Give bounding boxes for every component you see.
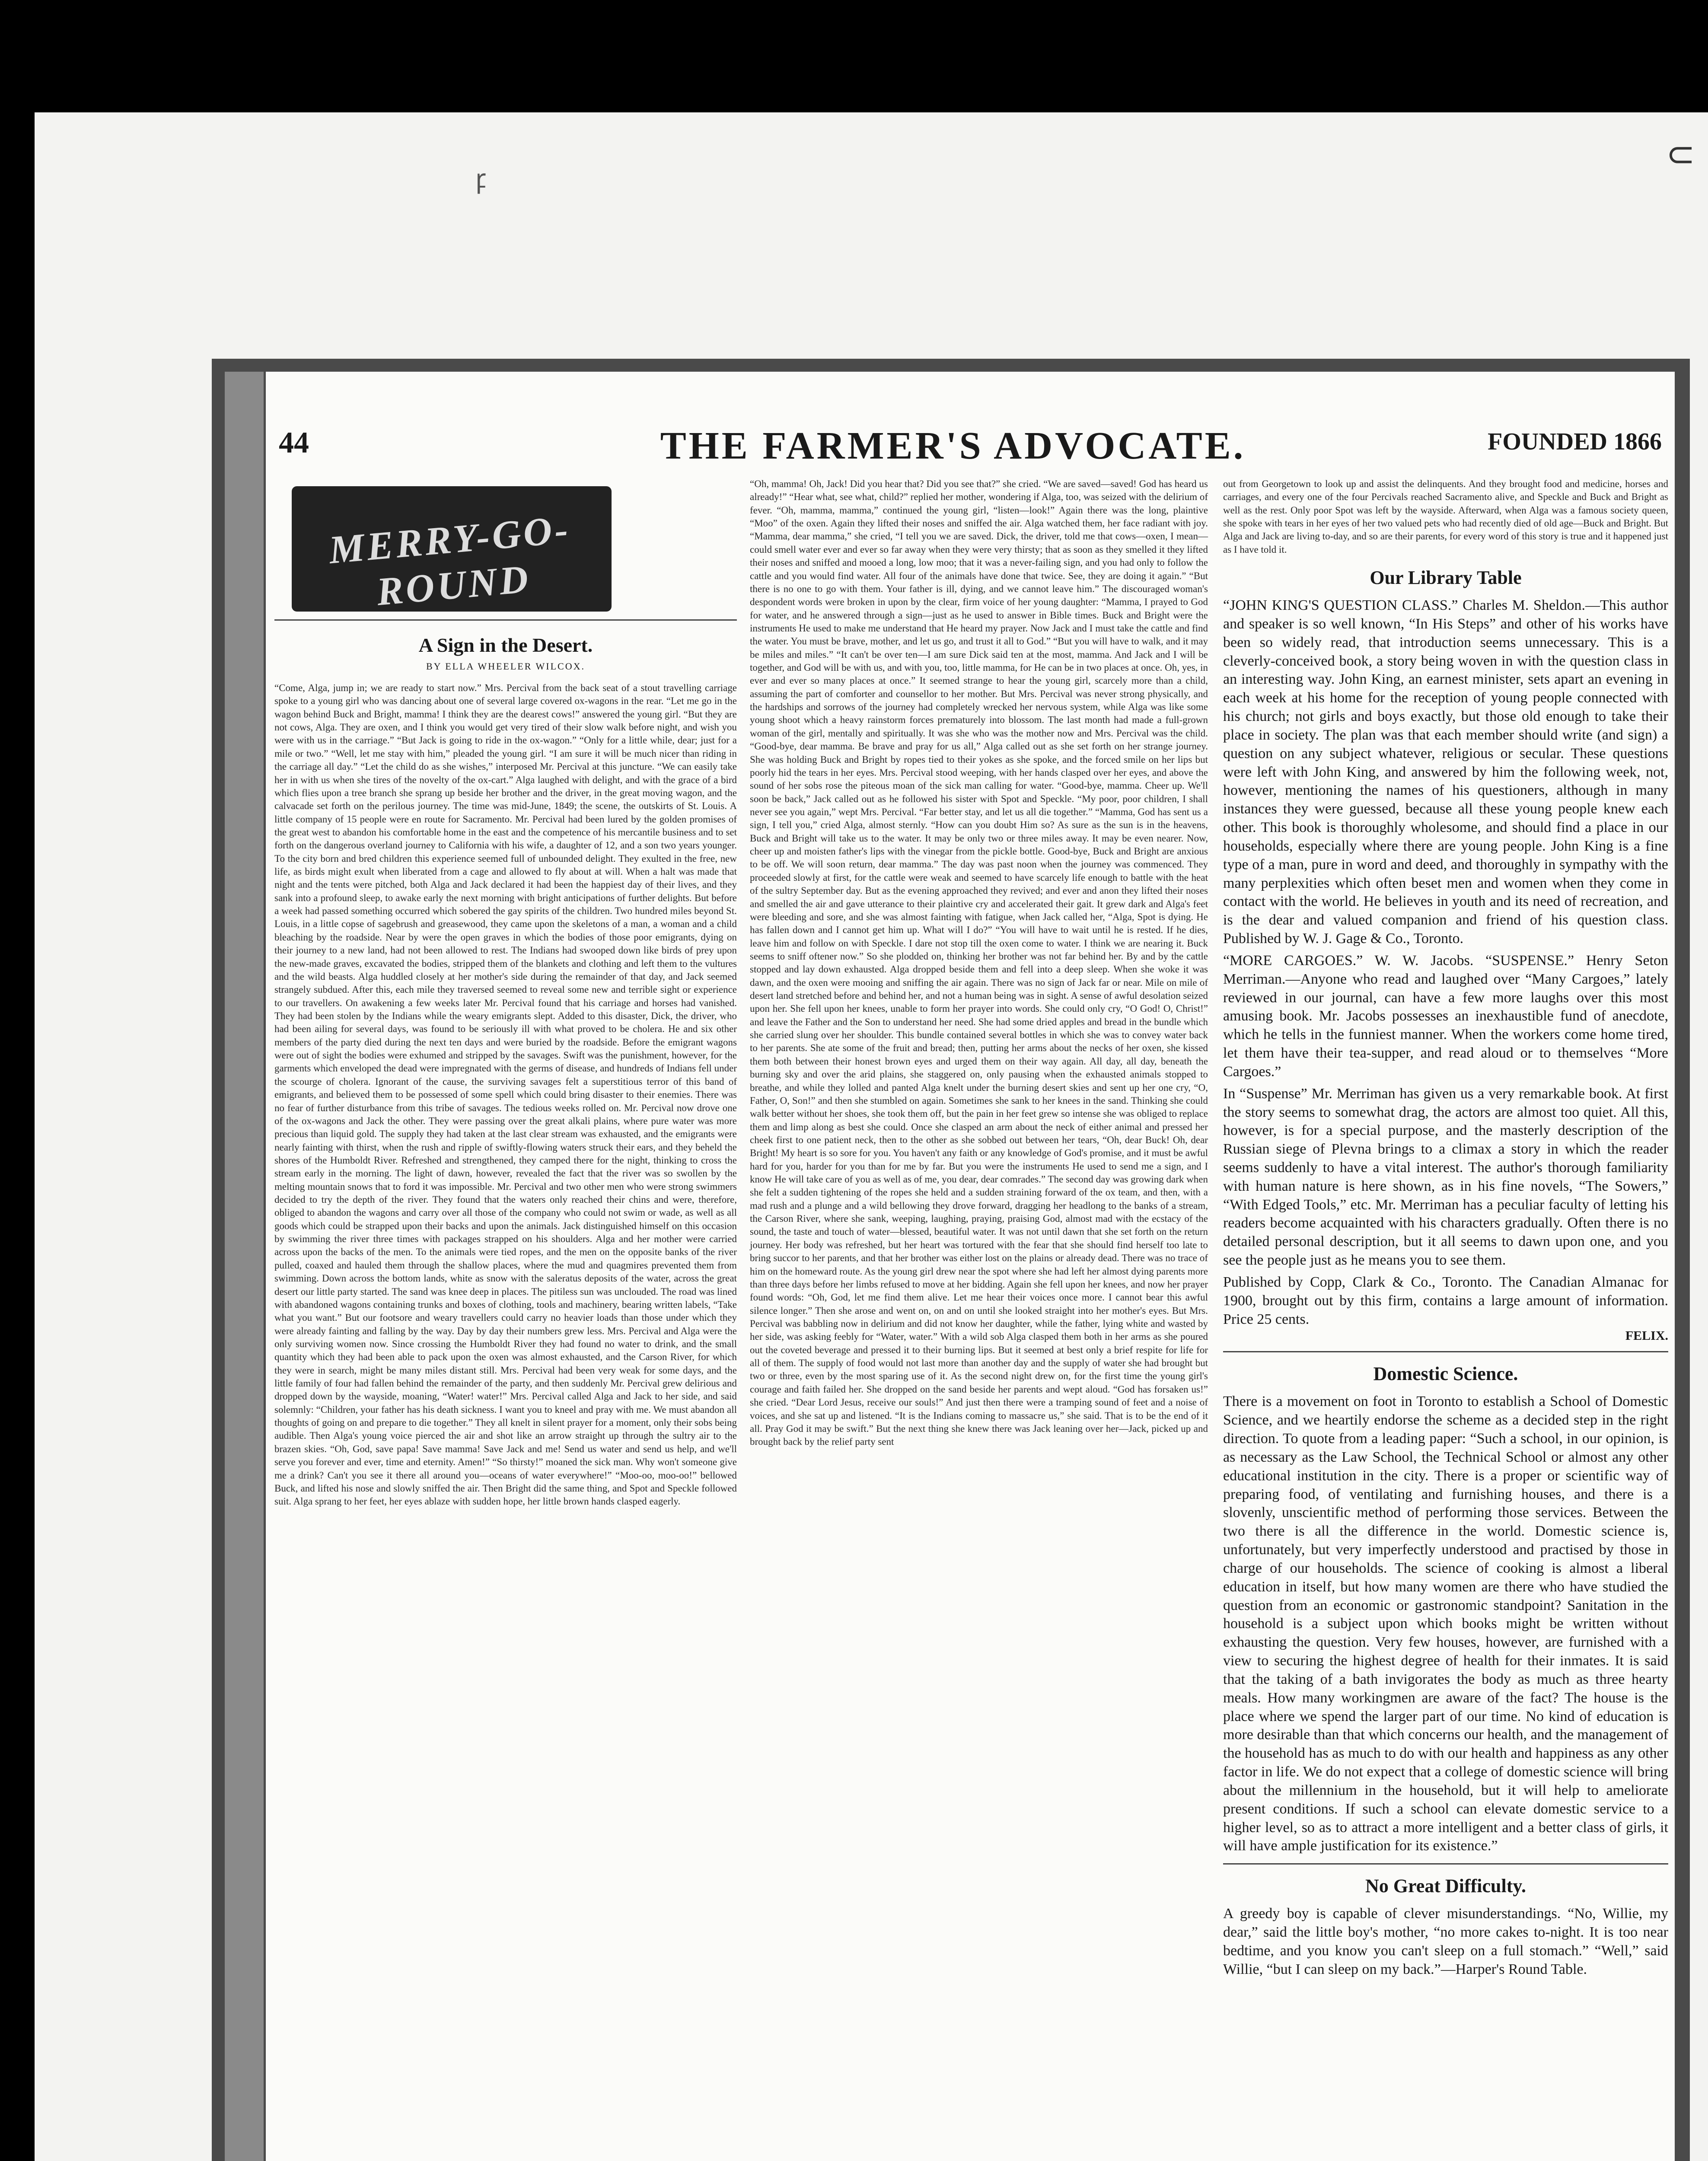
no-great-text: A greedy boy is capable of clever misunderstandings. “No, Willie, my dear,” said the little boy's mother, “no more cakes to-night. It is too near bedtime, and you know you can't sleep on a full stomach.” “Well,” said Willie, “but I can sleep on my back.”—Harper's Round Table. [1223,1906,1668,1977]
scan-mark: ꝼ [475,165,486,193]
story-text-col3: out from Georgetown to look up and assist the delinquents. And they brought food and medicine, horses and carriages, and every one of the four Percivals reached Sacramento alive, and Speckle and Buck and Bright as well as the rest. Only poor Spot was left by the wayside. Afterward, when Alga was a famous society queen, she spoke with tears in her eyes of her two valued pets who had recently died of old age—Buck and Bright. But Alga and Jack are living to-day, and so are their parents, for every word of this story is true and it happened just as I have told it. [1223,478,1668,555]
story-title: A Sign in the Desert. [418,634,593,656]
column-2 [750,478,1208,1449]
logo-lettering: MERRY-GO-ROUND [327,507,572,614]
library-signature: FELIX. [1625,1329,1668,1343]
divider [1223,1863,1668,1865]
column-1 [274,478,737,1508]
story-text-col2: “Oh, mamma! Oh, Jack! Did you hear that? Did you see that?” she cried. “We are saved—saved! God has heard us already!” “Hear what, see what, child?” replied her mother, wondering if Alga, too, was seized with the delirium of fever. “Oh, mamma, mamma,” continued the young girl, “listen—look!” Again there was the long, plaintive “Moo” of the oxen. Again they lifted their noses and sniffed the air. Alga watched them, her face radiant with joy. “Mamma, dear mamma,” she cried, “I tell you we are saved. Dick, the driver, told me that cows—oxen, I mean—could smell water ever and ever so far away when they were very thirsty; that as soon as they smelled it they lifted their noses and sniffed and mooed a long, low moo; that it was a never-failing sign, and you had only to follow the cattle and you would find water. All four of the animals have done that twice. See, they are doing it again.” “But there is no one to go with them. Your father is ill, dying, and we cannot leave him.” The discouraged woman's despondent words were broken in upon by the clear, firm voice of her young daughter: “Mamma, I prayed to God for water, and he answered through a sign—just as he used to answer in Bible times. Buck and Bright were the instruments He used to make me understand that He heard my prayer. Now Jack and I must take the cattle and find the water. You must be brave, mother, and let us go, and trust it all to God.” “But you will have to walk, and it may be miles and miles.” “It can't be over ten—I am sure Dick said ten at the most, mamma. And Jack and I will be together, and God will be with us, and with you, too, little mamma, for He can be in two places at once. Oh, yes, in ever and ever so many places at once.” It seemed strange to hear the young girl, scarcely more than a child, assuming the part of comforter and counsellor to her mother. But Mrs. Percival was never strong physically, and the hardships and sorrows of the journey had completely wrecked her nervous system, while Alga was like some young shoot which a heavy rainstorm forces prematurely into blossom. The last month had made a full-grown woman of the girl, mentally and spiritually. It was she who was the mother now and Mrs. Percival was the child. “Good-bye, dear mamma. Be brave and pray for us all,” Alga called out as she set forth on her strange journey. She was holding Buck and Bright by ropes tied to their yokes as she spoke, and the forced smile on her lips but poorly hid the tears in her eyes. Mrs. Percival stood weeping, with her hands clasped over her eyes, and above the sound of her sobs rose the piteous moan of the sick man calling for water. “Good-bye, mamma. Cheer up. We'll soon be back,” Jack called out as he followed his sister with Spot and Speckle. “My poor, poor children, I shall never see you again,” wept Mrs. Percival. “Far better stay, and let us all die together.” “Mamma, God has sent us a sign, I tell you,” cried Alga, almost sternly. “How can you doubt Him so? As sure as the sun is in the heavens, Buck and Bright will take us to the water. It may be only two or three miles away. It may be even nearer. Now, cheer up and moisten father's lips with the vinegar from the pickle bottle. Good-bye, Buck and Bright are anxious to be off. We will soon return, dear mamma.” The day was past noon when the journey was commenced. They proceeded slowly at first, for the cattle were weak and seemed to have scarcely life enough to battle with the heat of the sultry September day. But as the evening approached they revived; and ever and anon they lifted their noses and smelled the air and gave utterance to their plaintive cry and accelerated their gait. It grew dark and Alga's feet were bleeding and sore, and she was almost fainting with fatigue, when Jack called her, “Alga, Spot is dying. He has fallen down and I cannot get him up. What will I do?” “You will have to wait until he is rested. If he dies, leave him and follow on with Speckle. I dare not stop till the oxen come to water. I think we are nearing it. Buck seems to sniff oftener now.” So she plodded on, thinking her brother was not far behind her. By and by the cattle stopped and lay down exhausted. Alga dropped beside them and fell into a deep sleep. When she woke it was dawn, and the oxen were mooing and sniffing the air again. There was no sign of Jack far or near. Mile on mile of desert land stretched before and behind her, and not a human being was in sight. A sense of awful desolation seized upon her. She fell upon her knees, unable to form her prayer into words. She could only cry, “O God! O, Christ!” and leave the Father and the Son to understand her need. She had some dried apples and bread in the bundle which she carried slung over her shoulder. This bundle contained several bottles in which she was to convey water back to her parents. She ate some of the fruit and bread; then, putting her arms about the necks of her oxen, she kissed them both between their honest brown eyes and urged them on their way again. All day, all day, beneath the burning sky and over the arid plains, she staggered on, only pausing when the exhausted animals stopped to breathe, and while they lolled and panted Alga knelt under the burning desert skies and sent up her one cry, “O, Father, O, Son!” and then she stumbled on again. Sometimes she sank to her knees in the sand. Thinking she could walk better without her shoes, she took them off, but the pain in her feet grew so intense she was obliged to replace them and limp along as best she could. Once she clasped an arm about the neck of either animal and pressed her cheek first to one patient neck, then to the other as she sobbed out between her tears, “Oh, dear Buck! Oh, dear Bright! My heart is so sore for you. You haven't any faith or any knowledge of God's promise, and it must be awful hard for you, harder for you than for me by far. But you were the instruments He used to send me a sign, and I know He will take care of you as well as of me, you dear, dear comrades.” The second day was growing dark when she felt a sudden tightening of the ropes she held and a sudden straining forward of the ox team, and then, with a mad rush and a plunge and a wild bellowing they drove forward, dragging her headlong to the banks of a stream, the Carson River, where she sank, weeping, laughing, praying, praising God, almost mad with the ecstacy of the sound, the taste and touch of water—blessed, beautiful water. It was not until dawn that she set forth on the return journey. Her body was refreshed, but her heart was tortured with the fear that she should find herself too late to bring succor to her parents, and that her brother was either lost on the plains or already dead. There was no trace of him on the homeward route. As the young girl drew near the spot where she had left her almost dying parents more than three days before her limbs refused to move at her bidding. Again she fell upon her knees, and now her prayer found words: “Oh, God, let me find them alive. Let me hear their voices once more. I cannot bear this awful silence longer.” Then she arose and went on, on and on until she looked straight into her mother's eyes. But Mrs. Percival was babbling now in delirium and did not know her daughter, while the father, lying white and wasted by her side, was asking feebly for “Water, water.” With a wild sob Alga clasped them both in her arms as she poured out the coveted beverage and pressed it to their burning lips. But it seemed at best only a brief respite for life for all of them. The supply of food would not last more than another day and the supply of water she had brought but two or three, even by the most sparing use of it. As the second night drew on, for the first time the young girl's courage and faith failed her. She dropped on the sand beside her parents and wept aloud. “God has forsaken us!” she cried. “Dear Lord Jesus, receive our souls!” And just then there were a tramping sound of feet and a noise of voices, and she sat up and listened. “It is the Indians coming to massacre us,” she said. That is to be the end of it all. Pray God it may be swift.” But the next thing she knew there was Jack leaning over her—Jack, picked up and brought back by the relief party sent [750,478,1208,1447]
scan-border-top [0,0,1708,112]
story-text-col1: “Come, Alga, jump in; we are ready to start now.” Mrs. Percival from the back seat of a stout travelling carriage spoke to a young girl who was dancing about one of several large covered ox-wagons in the rear. “Let me go in the wagon behind Buck and Bright, mamma! I think they are the dearest cows!” answered the young girl. “But they are not cows, Alga. They are oxen, and I think you would get very tired of their slow walk before night, and wish you were with us in the carriage.” “But Jack is going to ride in the ox-wagon.” “Only for a little while, dear; just for a mile or two.” “Well, let me stay with him,” pleaded the young girl. “I am sure it will be much nicer than riding in the carriage all day.” “Let the child do as she wishes,” interposed Mr. Percival at this juncture. “We can easily take her in with us when she tires of the novelty of the ox-cart.” Alga laughed with delight, and with the grace of a bird which flies upon a tree branch she sprang up beside her brother and the driver, in the great moving wagon, and the calvacade set forth on the perilous journey. The time was mid-June, 1849; the scene, the outskirts of St. Louis. A little company of 15 people were en route for Sacramento. Mr. Percival had been lured by the golden promises of the great west to abandon his comfortable home in the east and the competence of his mercantile business and to set forth on the dangerous overland journey to California with his wife, a daughter of 12, and a son two years younger. To the city born and bred children this experience seemed full of unbounded delight. They exulted in the free, new life, as birds might exult when liberated from a cage and allowed to fly about at will. When a halt was made that night and the tents were pitched, both Alga and Jack declared it had been the happiest day of their lives, and they sank into a profound sleep, to awake early the next morning with bright anticipations of further delights. But before a week had passed something occurred which sobered the gay spirits of the children. Two hundred miles beyond St. Louis, in a little copse of sagebrush and greasewood, they came upon the skeletons of a man, a woman and a child bleaching by the roadside. Near by were the open graves in which the bodies of those poor emigrants, dying on their journey to a new land, had not been allowed to rest. The Indians had swooped down like birds of prey upon the new-made graves, excavated the bodies, stripped them of the blankets and clothing and left them to the vultures and the wild beasts. Alga huddled closely at her mother's side during the remainder of that day, and Jack seemed strangely subdued. After this, each mile they traversed seemed to reveal some new and terrible sight or experience to our travellers. On awakening a few weeks later Mr. Percival found that his carriage and horses had vanished. They had been stolen by the Indians while the weary emigrants slept. Added to this disaster, Dick, the driver, who had been ailing for several days, was found to be seriously ill with what proved to be cholera. He and six other members of the party died during the next ten days and were buried by the roadside. Before the emigrant wagons were out of sight the bodies were exhumed and stripped by the savages. Swift was the punishment, however, for the garments which enveloped the dead were impregnated with the germs of disease, and hundreds of Indians fell under the scourge of cholera. Ignorant of the cause, the surviving savages felt a superstitious terror of this band of emigrants, and believed them to be possessed of some spell which could bring disaster to their enemies. There was no fear of further disturbance from this tribe of savages. The tedious weeks rolled on. Mr. Percival now drove one of the ox-wagons and Jack the other. They were passing over the great alkali plains, where pure water was more precious than liquid gold. The supply they had taken at the last clear stream was exhausted, and the emigrants were nearly fainting with thirst, when the rush and ripple of swiftly-flowing waters struck their ears, and they beheld the shores of the Humboldt River. Refreshed and strengthened, they camped there for the night, thinking to cross the stream early in the morning. The light of dawn, however, revealed the fact that the river was so swollen by the melting mountain snows that to ford it was impossible. Mr. Percival and two other men who were strong swimmers decided to try the depth of the river. They found that the waters only reached their chins and were, therefore, obliged to abandon the wagons and carry over all those of the company who could not swim or wade, as well as all goods which could be strapped upon their backs and upon the animals. Jack distinguished himself on this occasion by swimming the river three times with packages strapped on his shoulders. Alga and her mother were carried across upon the backs of the men. To the animals were tied ropes, and the men on the opposite banks of the river pulled, coaxed and hauled them through the shallow places, where the mud and quagmires prevented them from swimming. Down across the bottom lands, white as snow with the saleratus deposits of the water, across the great desert our little party started. The sand was knee deep in places. The pitiless sun was unclouded. The road was lined with abandoned wagons containing trunks and boxes of clothing, tools and machinery, bearing written labels, “Take what you want.” But our footsore and weary travellers could carry no heavier loads than those under which they were already fainting and falling by the way. Day by day their numbers grew less. Mrs. Percival and Alga were the only surviving women now. Since crossing the Humboldt River they had found no water to drink, and the small quantity which they had been able to pack upon the oxen was almost exhausted, and the Carson River, for which they were in search, might be many miles distant still. Mrs. Percival had been very weak for some days, and the little family of four had fallen behind the remainder of the party, and then suddenly Mr. Percival grew delirious and dropped down by the wayside, moaning, “Water! water!” Mrs. Percival called Alga and Jack to her side, and said solemnly: “Children, your father has his death sickness. I want you to kneel and pray with me. We must abandon all thoughts of going on and prepare to die together.” They all knelt in silent prayer for a moment, only their sobs being audible. Then Alga's young voice pierced the air and shot like an arrow straight up through the sultry air to the brazen skies. “Oh, God, save papa! Save mamma! Save Jack and me! Send us water and send us help, and we'll serve you forever and ever, time and eternity. Amen!” “So thirsty!” moaned the sick man. Why won't someone give me a drink? Can't you see it there all around you—oceans of water everywhere!” “Moo-oo, moo-oo!” bellowed Buck, and lifted his nose and slowly sniffed the air. Then Bright did the same thing, and Spot and Speckle followed suit. Alga sprang to her feet, her eyes ablaze with sudden hope, her little brown hands clasped eagerly. [274,682,737,1507]
divider [1223,1351,1668,1352]
library-text-4: Published by Copp, Clark & Co., Toronto. The Canadian Almanac for 1900, brought out by this firm, contains a large amount of information. Price 25 cents. [1223,1274,1668,1327]
column-3 [1223,478,1668,1979]
no-great-title: No Great Difficulty. [1365,1875,1526,1897]
library-text-3: In “Suspense” Mr. Merriman has given us a very remarkable book. At first the story seems to somewhat drag, the actors are almost too quiet. All this, however, is for a special purpose, and the masterly description of the Russian siege of Plevna brings to a climax a story in which the reader seems suddenly to have a vital interest. The author's thorough familiarity with human nature is here shown, as in his fine novels, “The Sowers,” “With Edged Tools,” etc. Mr. Merriman has a peculiar faculty of letting his readers become acquainted with his characters gradually. Often there is no detailed personal description, but it all seems to dawn upon one, and you see the people just as he means you to see them. [1223,1085,1668,1269]
masthead: THE FARMER'S ADVOCATE. [660,424,1246,467]
story-byline: BY ELLA WHEELER WILCOX. [426,661,585,672]
domestic-title: Domestic Science. [1373,1363,1518,1385]
divider [274,619,737,621]
page-number: 44 [279,426,309,459]
founded-note: FOUNDED 1866 [1488,428,1662,455]
scan-mark: ⊂ [1666,136,1695,174]
newspaper-page [266,372,1675,2161]
library-title: Our Library Table [1370,567,1522,589]
library-text-1: “JOHN KING'S QUESTION CLASS.” Charles M. Sheldon.—This author and speaker is so well known, “In His Steps” and other of his works have been so widely read, that introduction seems unnecessary. This is a cleverly-conceived book, a story being woven in with the question class in an interesting way. John King, an earnest minister, sets apart an evening in each week at his home for the reception of young people connected with his church; not girls and boys exactly, but those old enough to take their place in society. The plan was that each member should write (and sign) a question on any subject whatever, religious or secular. These questions were left with John King, and answered by him the following week, not, however, mentioning the names of his questioners, although in many instances they were guessed, because all these young people knew each other. This book is thoroughly wholesome, and should find a place in our households, especially where there are young people. John King is a fine type of a man, pure in word and deed, and thoroughly in sympathy with the many perplexities which often beset men and women when they come in contact with the world. He believes in youth and its need of recreation, and is the dear and valued companion and friend of his question class. Published by W. J. Gage & Co., Toronto. [1223,597,1668,947]
book-page-edges [225,372,264,2161]
section-logo [292,486,612,612]
page-header [279,424,1662,471]
library-text-2: “MORE CARGOES.” W. W. Jacobs. “SUSPENSE.” Henry Seton Merriman.—Anyone who read and laughed over “Many Cargoes,” lately reviewed in our journal, can have a few more laughs over this most amusing book. Mr. Jacobs possesses an inexhaustible fund of anecdote, which he tells in the funniest manner. When the workers come home tired, let them have their tea-supper, and read aloud or to themselves “More Cargoes.” [1223,952,1668,1080]
domestic-text: There is a movement on foot in Toronto to establish a School of Domestic Science, and we heartily endorse the scheme as a decided step in the right direction. To quote from a leading paper: “Such a school, in our opinion, is as necessary as the Law School, the Technical School or almost any other educational institution in the city. There is a proper or scientific way of preparing food, of ventilating and furnishing houses, and there is a slovenly, unscientific method of performing those services. Between the two there is all the difference in the world. Domestic science is, unfortunately, but very imperfectly understood and practised by those in charge of our households. The science of cooking is almost a liberal education in itself, but how many women are there who have studied the question from an economic or gastronomic standpoint? Sanitation in the household is a subject upon which books might be written without exhausting the question. Very few houses, however, are furnished with a view to securing the highest degree of health for their inmates. It is said that the taking of a bath invigorates the body as much as three hearty meals. How many workingmen are aware of the fact? The house is the place where we spend the larger part of our time. No kind of education is more desirable than that which concerns our health, and the management of the household has as much to do with our health and happiness as any other factor in life. We do not expect that a college of domestic science will bring about the millennium in the household, but it will help to ameliorate present conditions. If such a school can elevate domestic service to a higher level, so as to attract a more intelligent and a better class of girls, it will have ample justification for its existence.” [1223,1393,1668,1854]
